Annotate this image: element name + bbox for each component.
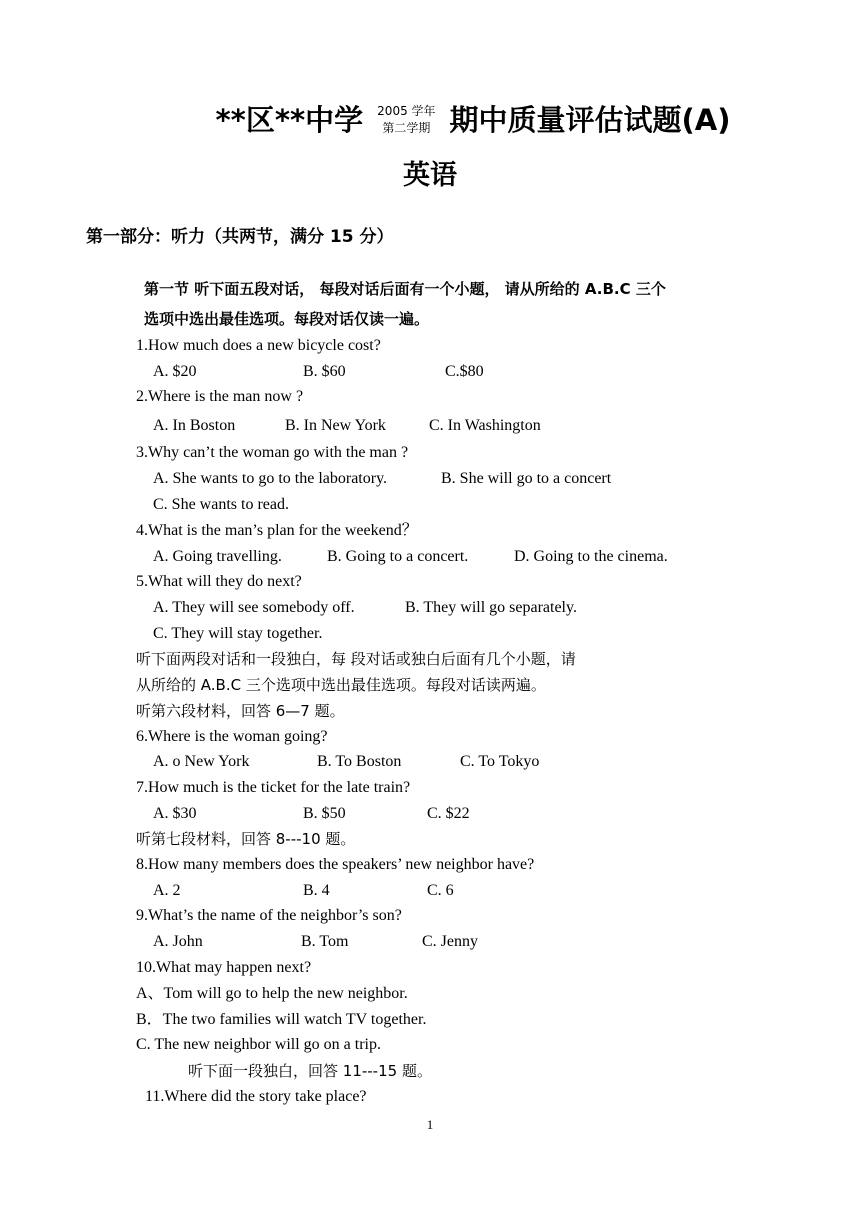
question-10: 10.What may happen next? — [136, 959, 312, 976]
q4-option-a: A. Going travelling. — [153, 548, 282, 565]
monologue-instruction: 听下面一段独白，回答 11---15 题。 — [188, 1062, 432, 1080]
q3-option-c: C. She wants to read. — [153, 496, 289, 513]
q8-option-a: A. 2 — [153, 882, 181, 899]
q9-option-a: A. John — [153, 933, 203, 950]
school-name: **区**中学 — [215, 103, 364, 137]
exam-title: 期中质量评估试题(A) — [449, 103, 731, 137]
school-year: 2005 学年 — [377, 103, 436, 118]
question-11: 11.Where did the story take place? — [145, 1088, 367, 1105]
q10-option-a: A、Tom will go to help the new neighbor. — [136, 985, 408, 1002]
q7-option-c: C. $22 — [427, 805, 470, 822]
q7-option-a: A. $30 — [153, 805, 197, 822]
question-3: 3.Why can’t the woman go with the man ? — [136, 444, 409, 461]
question-7: 7.How much is the ticket for the late train? — [136, 779, 411, 796]
q4-option-d: D. Going to the cinema. — [514, 548, 668, 565]
q2-option-a: A. In Boston — [153, 417, 236, 434]
page-number: 1 — [426, 1117, 434, 1132]
subject-title: 英语 — [403, 160, 457, 191]
semester: 第二学期 — [382, 120, 431, 135]
q4-option-b: B. Going to a concert. — [327, 548, 469, 565]
q6-option-c: C. To Tokyo — [460, 753, 540, 770]
q7-option-b: B. $50 — [303, 805, 346, 822]
q10-option-b: B．The two families will watch TV together. — [136, 1011, 427, 1028]
section1-intro-line1: 第一节 听下面五段对话， 每段对话后面有一个小题， 请从所给的 A.B.C 三个 — [144, 280, 666, 298]
q2-option-c: C. In Washington — [429, 417, 541, 434]
q10-option-c: C. The new neighbor will go on a trip. — [136, 1036, 381, 1053]
section1-intro-line2: 选项中选出最佳选项。每段对话仅读一遍。 — [144, 310, 430, 328]
q9-option-c: C. Jenny — [422, 933, 478, 950]
question-2: 2.Where is the man now ? — [136, 388, 304, 405]
q6-option-a: A. o New York — [153, 753, 250, 770]
part1-heading: 第一部分：听力（共两节，满分 15 分） — [86, 227, 394, 247]
exam-title-row — [0, 98, 860, 139]
q1-option-b: B. $60 — [303, 363, 346, 380]
section2-intro-line1: 听下面两段对话和一段独白，每 段对话或独白后面有几个小题，请 — [136, 650, 576, 668]
q3-option-a: A. She wants to go to the laboratory. — [153, 470, 388, 487]
q5-option-c: C. They will stay together. — [153, 625, 323, 642]
question-5: 5.What will they do next? — [136, 573, 302, 590]
q8-option-b: B. 4 — [303, 882, 330, 899]
question-4: 4.What is the man’s plan for the weekend？ — [136, 522, 418, 539]
question-1: 1.How much does a new bicycle cost? — [136, 337, 381, 354]
q3-option-b: B. She will go to a concert — [441, 470, 612, 487]
material-7-instruction: 听第七段材料，回答 8---10 题。 — [136, 830, 356, 848]
term-stack — [377, 101, 435, 137]
q5-option-b: B. They will go separately. — [405, 599, 577, 616]
q5-option-a: A. They will see somebody off. — [153, 599, 355, 616]
material-6-instruction: 听第六段材料，回答 6—7 题。 — [136, 702, 345, 720]
section1-intro — [144, 274, 774, 334]
q1-option-a: A. $20 — [153, 363, 197, 380]
question-8: 8.How many members does the speakers’ new neighbor have? — [136, 856, 535, 873]
q1-option-c: C.$80 — [445, 363, 484, 380]
section2-intro-line2: 从所给的 A.B.C 三个选项中选出最佳选项。每段对话读两遍。 — [136, 676, 546, 694]
q2-option-b: B. In New York — [285, 417, 386, 434]
question-6: 6.Where is the woman going? — [136, 728, 328, 745]
q6-option-b: B. To Boston — [317, 753, 402, 770]
q9-option-b: B. Tom — [301, 933, 349, 950]
question-9: 9.What’s the name of the neighbor’s son? — [136, 907, 402, 924]
q8-option-c: C. 6 — [427, 882, 454, 899]
